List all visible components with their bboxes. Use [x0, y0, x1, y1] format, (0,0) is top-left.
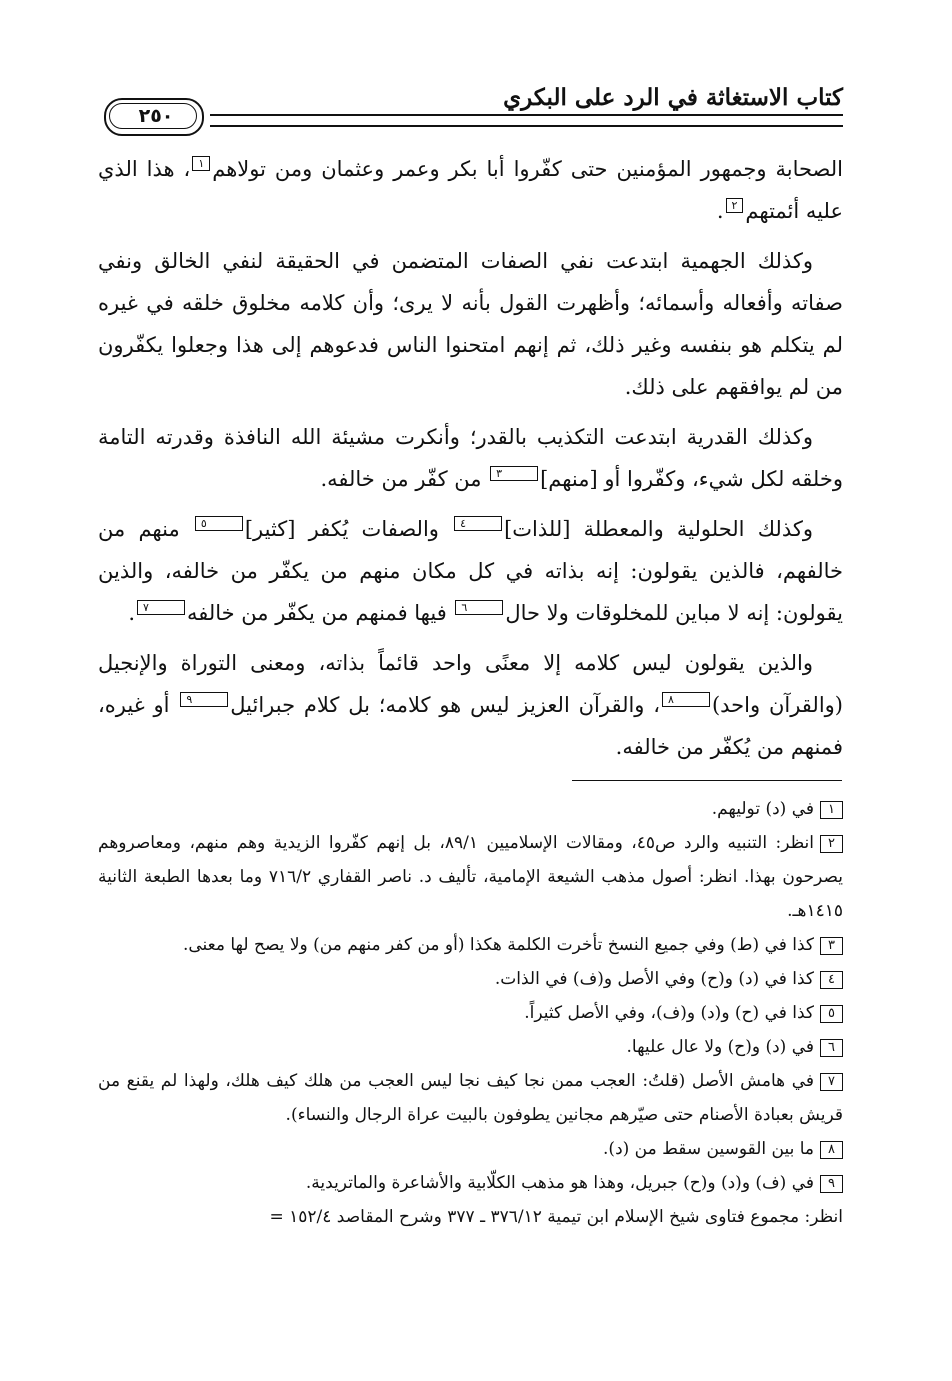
footnotes: [98, 792, 843, 1234]
footnote: ٨ما بين القوسين سقط من (د).: [98, 1132, 843, 1166]
paragraph-2: وكذلك الجهمية ابتدعت نفي الصفات المتضمن في الحقيقة لنفي الخالق ونفي صفاته وأفعاله وأسمائه؛ وأظهرت القول بأنه لا يرى؛ وأن كلامه مخلوق خلقه في غيره لم يتكلم هو بنفسه وغير ذلك، ثم إنهم امتحنوا الناس فدعوهم إلى هذا وجعلوا يكفّرون من لم يوافقهم على ذلك.: [98, 249, 843, 399]
page-header: [98, 78, 843, 130]
footnote: ٢انظر: التنبيه والرد ص٤٥، ومقالات الإسلاميين ٨٩/١، بل إنهم كفّروا الزيدية وهم منهم، ومعاصروهم يصرحون بهذا. انظر: أصول مذهب الشيعة الإمامية، تأليف د. ناصر القفاري ٧١٦/٢ وما بعدها الطبعة الثانية ١٤١٥هـ.: [98, 833, 844, 921]
footnote-ref[interactable]: ٢: [726, 198, 744, 213]
footnote-number: ٧: [820, 1073, 843, 1091]
main-text: [98, 148, 843, 776]
footnote-ref[interactable]: ٨: [662, 692, 710, 707]
page-number-frame: [98, 98, 210, 134]
footnote-ref[interactable]: ٩: [180, 692, 228, 707]
paragraph-4: وكذلك الحلولية والمعطلة [للذات]٤ والصفات يُكفر [كثير]٥ منهم من خالفهم، فالذين يقولون: إنه بذاته في كل مكان منهم من يكفّر من خالفه، والذين يقولون: إنه لا مباين للمخلوقات ولا حال٦ فيها فمنهم من يكفّر من خالفه٧.: [98, 517, 843, 625]
book-title: كتاب الاستغاثة في الرد على البكري: [503, 84, 843, 111]
paragraph-5: والذين يقولون ليس كلامه إلا معنًى واحد قائماً بذاته، ومعنى التوراة والإنجيل (والقرآن واحد)٨، والقرآن العزيز ليس هو كلامه؛ بل كلام جبرائيل٩ أو غيره، فمنهم من يُكفّر من خالفه.: [98, 651, 843, 759]
footnote-separator: [572, 780, 842, 781]
footnote-number: ٣: [820, 937, 843, 955]
footnote-ref[interactable]: ٤: [454, 516, 502, 531]
footnote-number: ٢: [820, 835, 843, 853]
footnote-ref[interactable]: ٦: [455, 600, 503, 615]
footnote-ref[interactable]: ٧: [137, 600, 185, 615]
footnote-ref[interactable]: ٥: [195, 516, 243, 531]
footnote: ٣كذا في (ط) وفي جميع النسخ تأخرت الكلمة هكذا (أو من كفر منهم من) ولا يصح لها معنى.: [98, 928, 843, 962]
footnote: ٧في هامش الأصل (قلتُ: العجب ممن نجا كيف نجا ليس العجب من هلك كيف هلك، ولهذا لم يقنع من قريش بعبادة الأصنام حتى صيّرهم مجانين يطوفون بالبيت عراة الرجال والنساء).: [98, 1071, 843, 1125]
footnote-number: ١: [820, 801, 843, 819]
footnote-ref[interactable]: ١: [192, 156, 210, 171]
footnote: ٦في (د) و(ح) ولا عال عليها.: [98, 1030, 843, 1064]
footnote-number: ٤: [820, 971, 843, 989]
footnote: ٩في (ف) و(د) و(ح) جبريل، وهذا هو مذهب الكلّابية والأشاعرة والماتريدية.: [98, 1166, 843, 1200]
footnote-number: ٩: [820, 1175, 843, 1193]
footnote: ١في (د) توليهم.: [98, 792, 843, 826]
footnote: ٤كذا في (د) و(ح) وفي الأصل و(ف) في الذات.: [98, 962, 843, 996]
footnote-ref[interactable]: ٣: [490, 466, 538, 481]
paragraph-3: وكذلك القدرية ابتدعت التكذيب بالقدر؛ وأنكرت مشيئة الله النافذة وقدرته التامة وخلقه لكل شيء، وكفّروا أو [منهم]٣ من كفّر من خالفه.: [98, 425, 843, 491]
footnote-continuation: انظر: مجموع فتاوى شيخ الإسلام ابن تيمية ٣٧٦/١٢ ـ ٣٧٧ وشرح المقاصد ١٥٢/٤ =: [269, 1207, 843, 1227]
page-number: ٢٥٠: [138, 105, 174, 127]
footnote-number: ٥: [820, 1005, 843, 1023]
footnote: ٥كذا في (ح) و(د) و(ف)، وفي الأصل كثيراً.: [98, 996, 843, 1030]
paragraph-1: الصحابة وجمهور المؤمنين حتى كفّروا أبا بكر وعمر وعثمان ومن تولاهم١، هذا الذي عليه أئمتهم٢.: [98, 157, 843, 223]
footnote-number: ٦: [820, 1039, 843, 1057]
footnote-number: ٨: [820, 1141, 843, 1159]
